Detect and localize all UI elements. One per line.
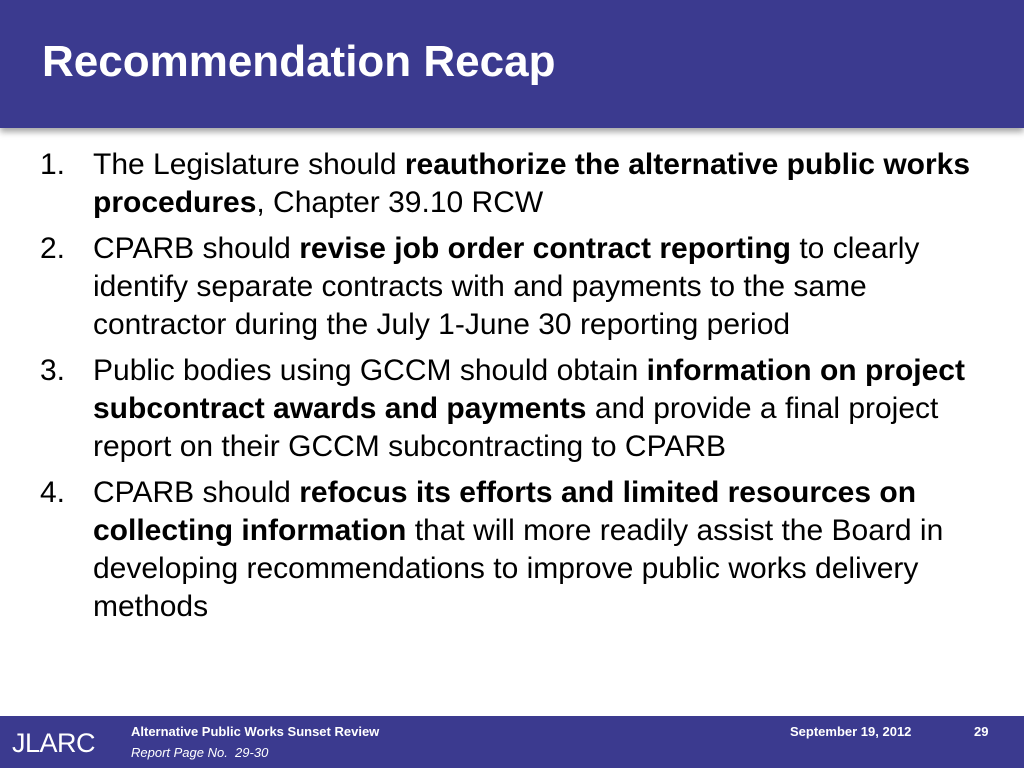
recommendation-text-segment: to clearly identify separate contracts with and payments to the same contractor during the July 1-June 30 reporting period	[93, 232, 920, 341]
recommendation-text	[93, 352, 1000, 466]
recommendation-text-segment: The Legislature should	[93, 148, 405, 181]
recommendation-number: 3.	[40, 354, 66, 387]
footer-date: September 19, 2012	[790, 724, 912, 739]
recommendation-emphasis: revise job order contract reporting	[299, 232, 791, 265]
recommendation-number: 1.	[40, 148, 66, 181]
recommendation-item	[40, 352, 1000, 466]
recommendation-item	[40, 230, 1000, 344]
title-bar	[0, 0, 1024, 128]
recommendation-text-segment: that will more readily assist the Board in developing recommendations to improve public works delivery methods	[93, 514, 944, 623]
recommendation-text-segment: and provide a final project report on their GCCM subcontracting to CPARB	[93, 392, 939, 463]
recommendation-text-segment: Public bodies using GCCM should obtain	[93, 354, 647, 387]
recommendation-text	[93, 146, 1000, 222]
recommendation-text-segment: CPARB should	[93, 232, 300, 265]
recommendation-text-segment: CPARB should	[93, 476, 300, 509]
jlarc-logo: JLARC	[12, 728, 96, 758]
recommendation-number: 2.	[40, 232, 66, 265]
recommendation-text-segment: , Chapter 39.10 RCW	[256, 186, 544, 219]
recommendation-number: 4.	[40, 476, 66, 509]
slide-title: Recommendation Recap	[42, 37, 556, 86]
recommendation-list	[40, 146, 1000, 634]
recommendation-text	[93, 474, 1000, 626]
footer-slide-number: 29	[974, 724, 989, 739]
footer-presentation-title: Alternative Public Works Sunset Review	[131, 724, 380, 739]
recommendation-emphasis: reauthorize the alternative public works procedures	[93, 148, 971, 219]
footer-bar	[0, 716, 1024, 768]
recommendation-item	[40, 146, 1000, 222]
recommendation-emphasis: information on project subcontract awards and payments	[93, 354, 965, 425]
recommendation-emphasis: refocus its efforts and limited resources on collecting information	[93, 476, 917, 547]
footer-report-page-reference: Report Page No. 29-30	[131, 745, 269, 760]
recommendation-text	[93, 230, 1000, 344]
recommendation-item	[40, 474, 1000, 626]
